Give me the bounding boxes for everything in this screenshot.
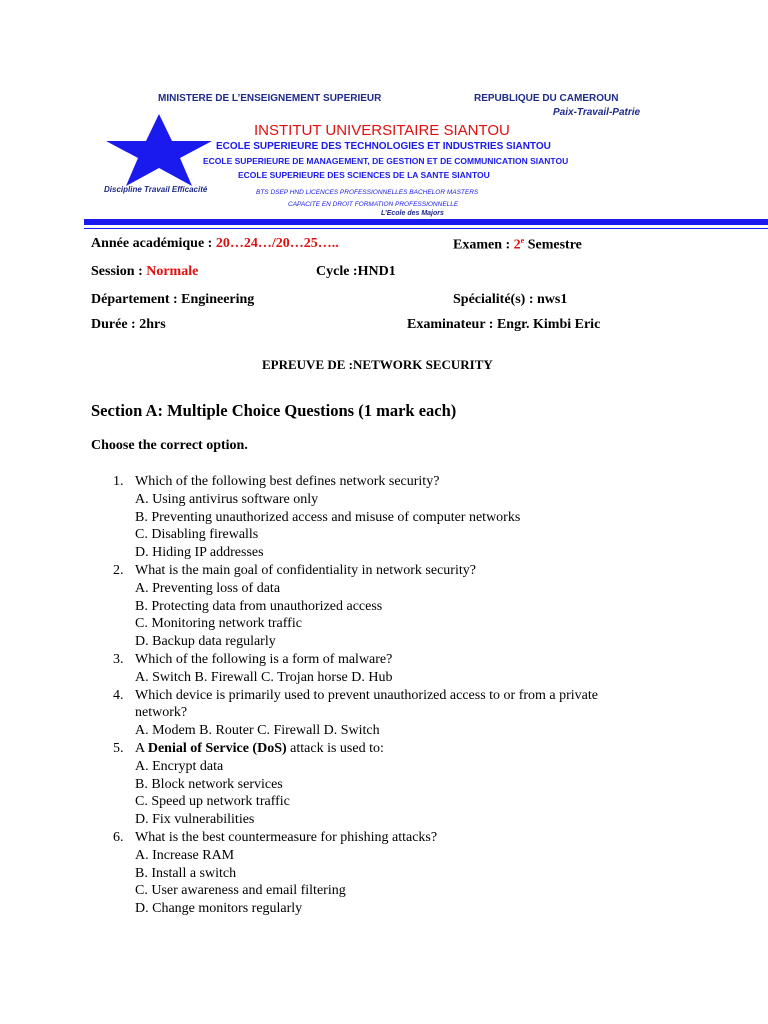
question-text: Which of the following best defines network security? [135, 474, 440, 489]
tagline: L’Ecole des Majors [381, 210, 444, 217]
question-option: B. Install a switch [135, 865, 237, 881]
question-option: C. User awareness and email filtering [135, 883, 346, 899]
question-text-post: attack is used to: [286, 740, 384, 756]
exam-info [453, 236, 582, 254]
question-number: 1. [113, 474, 124, 489]
academic-year-label: Année académique : [91, 236, 213, 251]
programs-line-1: BTS DSEP HND LICENCES PROFESSIONNELLES BACHELOR MASTERS [256, 189, 479, 196]
institute-name: INSTITUT UNIVERSITAIRE SIANTOU [254, 122, 510, 139]
session-info [91, 264, 198, 280]
exam-number: 2 [513, 237, 521, 253]
section-title: Section A: Multiple Choice Questions (1 mark each) [91, 401, 457, 420]
question-option: B. Protecting data from unauthorized access [135, 598, 383, 614]
question-item [113, 562, 653, 651]
header-divider [84, 219, 768, 225]
motto-label: Paix-Travail-Patrie [553, 107, 641, 118]
duration-info: Durée : 2hrs [91, 317, 166, 332]
question-option: D. Backup data regularly [135, 634, 276, 650]
question-list [113, 473, 653, 918]
question-option: C. Monitoring network traffic [135, 616, 302, 632]
question-option: C. Speed up network traffic [135, 794, 290, 810]
question-option: B. Preventing unauthorized access and misuse of computer networks [135, 509, 521, 525]
question-option: B. Block network services [135, 776, 283, 792]
question-option: D. Fix vulnerabilities [135, 812, 255, 828]
exam-semester: Semestre [527, 237, 582, 253]
programs-line-2: CAPACITE EN DROIT FORMATION PROFESSIONNELLE [288, 201, 459, 208]
academic-year-value: 20…24…/20…25….. [215, 236, 339, 251]
session-value: Normale [146, 264, 199, 279]
exam-label: Examen : [453, 237, 511, 253]
exam-superscript: e [520, 236, 525, 245]
question-option: A. Modem B. Router C. Firewall D. Switch [135, 723, 380, 739]
school-health: ECOLE SUPERIEURE DES SCIENCES DE LA SANTE SIANTOU [238, 170, 490, 180]
question-item [113, 829, 653, 918]
header-divider-thin [84, 228, 768, 229]
question-number: 2. [113, 562, 124, 578]
question-item [113, 687, 653, 740]
instruction: Choose the correct option. [91, 438, 248, 453]
school-management: ECOLE SUPERIEURE DE MANAGEMENT, DE GESTION ET DE COMMUNICATION SIANTOU [203, 156, 569, 166]
question-text-pre: A [135, 740, 148, 756]
question-text: What is the main goal of confidentiality in network security? [135, 562, 476, 578]
question-number: 3. [113, 651, 124, 667]
question-text: What is the best countermeasure for phishing attacks? [135, 829, 438, 845]
question-number: 4. [113, 687, 124, 703]
question-option: A. Preventing loss of data [135, 580, 281, 596]
question-number: 6. [113, 829, 124, 845]
question-number: 5. [113, 740, 124, 756]
question-text [135, 740, 653, 758]
question-option: A. Increase RAM [135, 847, 235, 863]
school-technologies: ECOLE SUPERIEURE DES TECHNOLOGIES ET INDUSTRIES SIANTOU [216, 141, 551, 152]
slogan: Discipline Travail Efficacité [104, 185, 208, 194]
examiner-info: Examinateur : Engr. Kimbi Eric [407, 317, 601, 332]
question-option: D. Hiding IP addresses [135, 545, 264, 561]
question-item [113, 740, 653, 829]
question-option: A. Using antivirus software only [135, 491, 319, 507]
academic-year [91, 236, 339, 252]
session-label: Session : [91, 264, 143, 279]
exam-title: EPREUVE DE :NETWORK SECURITY [262, 357, 493, 372]
question-item [113, 473, 653, 562]
cycle-info: Cycle :HND1 [316, 264, 396, 279]
question-option: A. Encrypt data [135, 758, 224, 774]
specialty-info: Spécialité(s) : nws1 [453, 292, 568, 307]
question-option: C. Disabling firewalls [135, 527, 259, 543]
question-text-bold: Denial of Service (DoS) [147, 740, 287, 756]
republic-label: REPUBLIQUE DU CAMEROUN [474, 93, 619, 104]
question-option: D. Change monitors regularly [135, 901, 303, 917]
department-info: Département : Engineering [91, 292, 255, 307]
star-logo-icon [104, 114, 214, 186]
ministry-label: MINISTERE DE L’ENSEIGNEMENT SUPERIEUR [158, 93, 382, 104]
question-option: A. Switch B. Firewall C. Trojan horse D. Hub [135, 669, 393, 685]
question-text: Which of the following is a form of malware? [135, 651, 393, 667]
question-text: Which device is primarily used to prevent unauthorized access to or from a private network? [135, 687, 598, 721]
question-item [113, 651, 653, 687]
